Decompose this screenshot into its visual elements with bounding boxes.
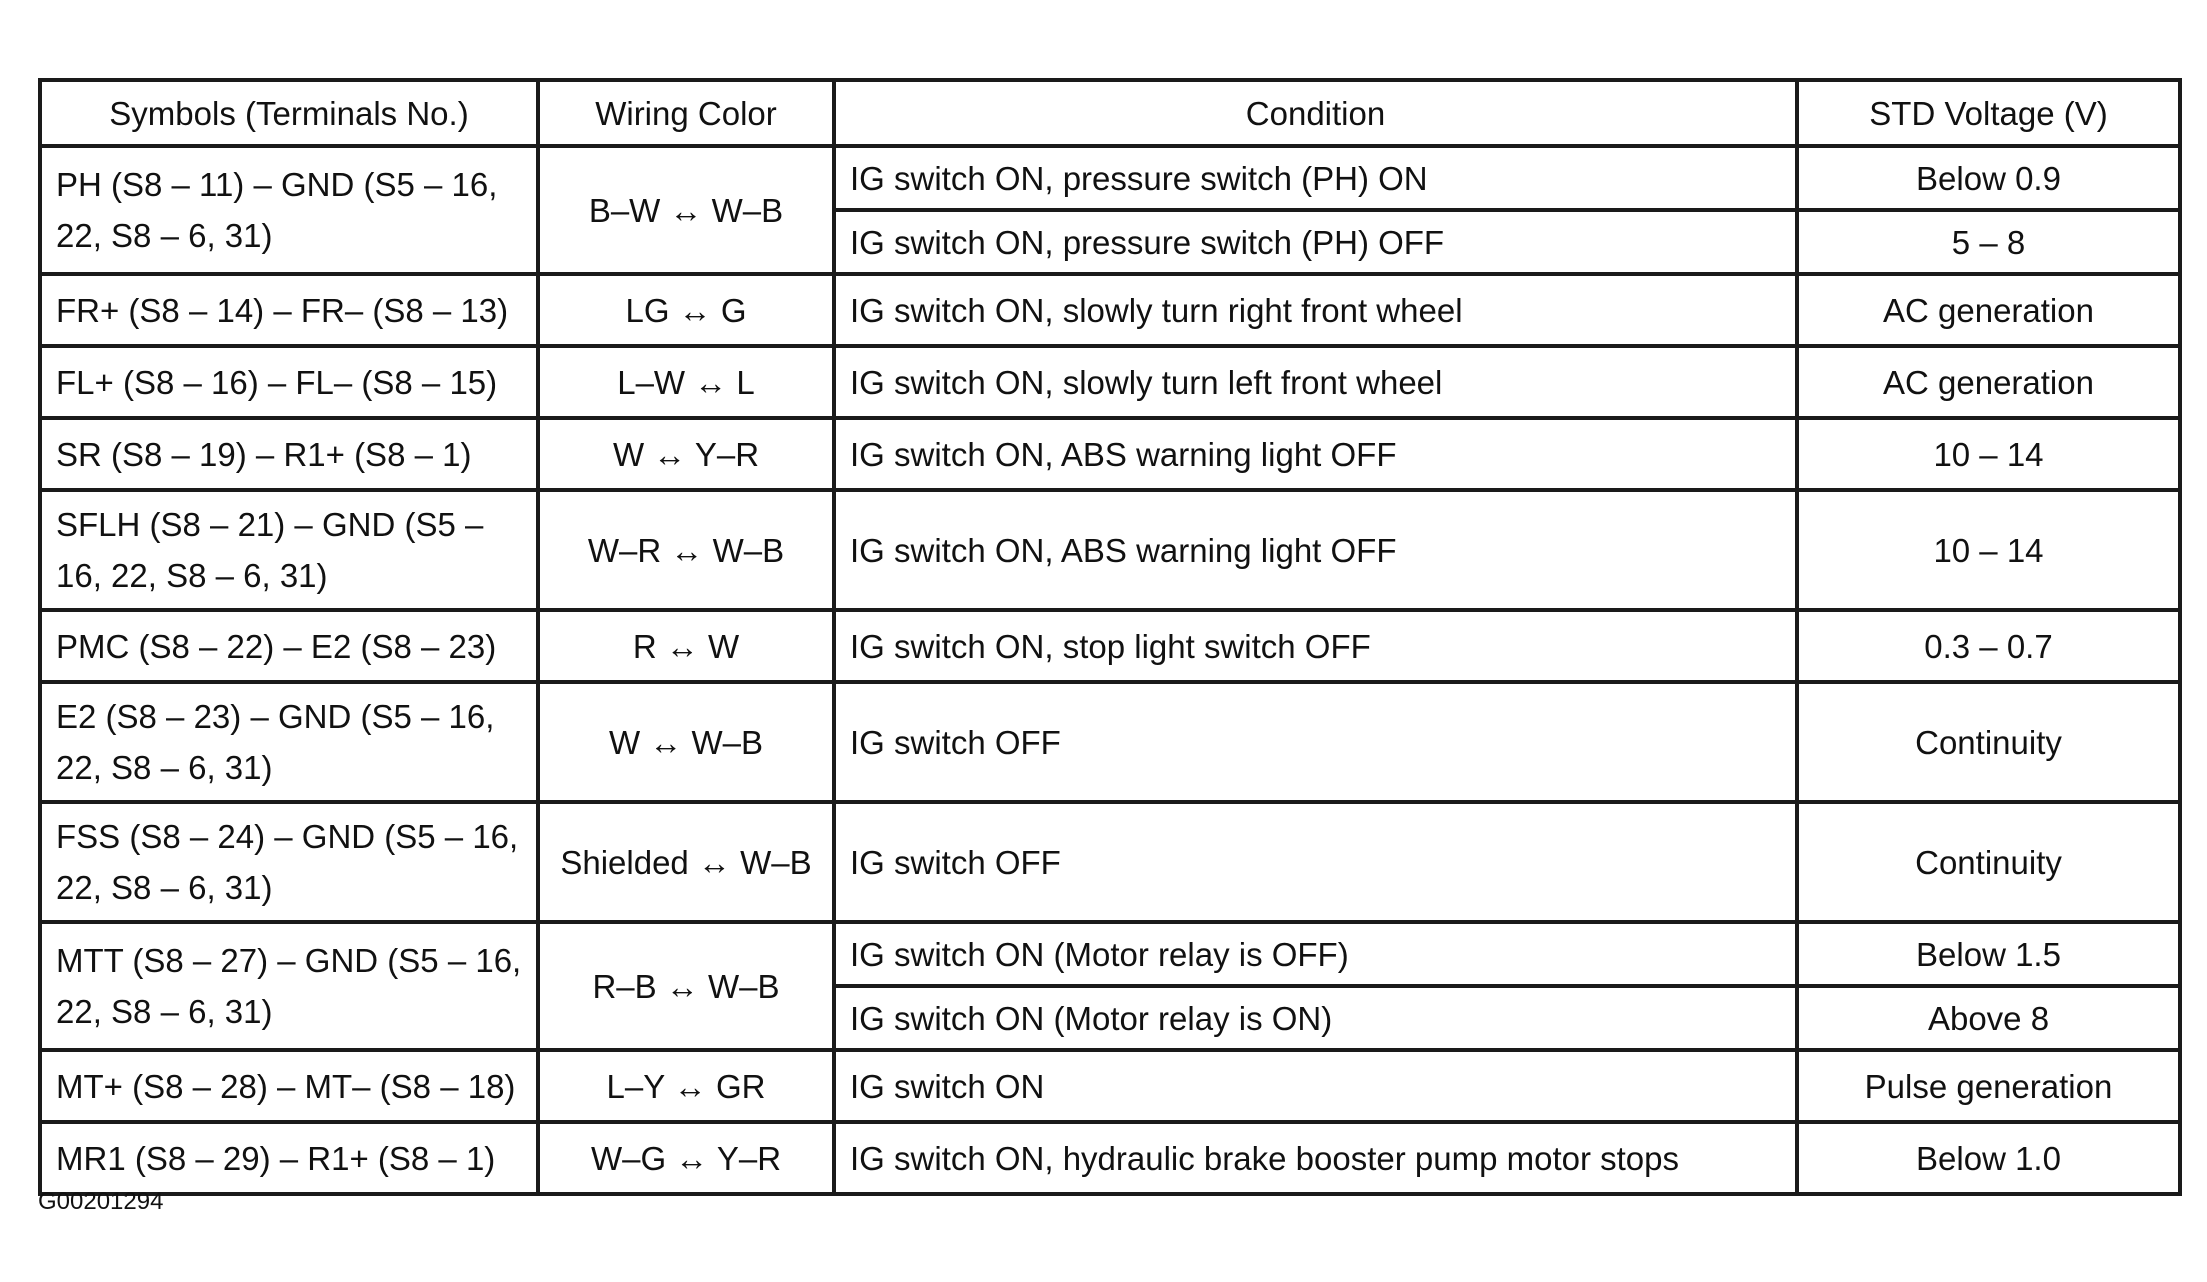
- symbol-cell: FSS (S8 – 24) – GND (S5 – 16, 22, S8 – 6, 31): [40, 802, 538, 922]
- symbol-cell: PH (S8 – 11) – GND (S5 – 16, 22, S8 – 6, 31): [40, 146, 538, 274]
- wiring-cell: W ↔ W–B: [538, 682, 834, 802]
- wiring-cell: W ↔ Y–R: [538, 418, 834, 490]
- symbol-cell: MR1 (S8 – 29) – R1+ (S8 – 1): [40, 1122, 538, 1194]
- symbol-cell: MT+ (S8 – 28) – MT– (S8 – 18): [40, 1050, 538, 1122]
- table-row: [40, 1050, 2180, 1122]
- condition-cell: IG switch ON (Motor relay is ON): [834, 986, 1797, 1050]
- wiring-cell: W–G ↔ Y–R: [538, 1122, 834, 1194]
- condition-cell: IG switch ON, pressure switch (PH) OFF: [834, 210, 1797, 274]
- symbol-cell: E2 (S8 – 23) – GND (S5 – 16, 22, S8 – 6, 31): [40, 682, 538, 802]
- header-symbols: Symbols (Terminals No.): [40, 80, 538, 146]
- table-row: [40, 490, 2180, 610]
- voltage-cell: Below 1.5: [1797, 922, 2180, 986]
- symbol-cell: FL+ (S8 – 16) – FL– (S8 – 15): [40, 346, 538, 418]
- table-row: [40, 1122, 2180, 1194]
- condition-cell: IG switch ON, pressure switch (PH) ON: [834, 146, 1797, 210]
- condition-cell: IG switch ON: [834, 1050, 1797, 1122]
- condition-cell: IG switch OFF: [834, 802, 1797, 922]
- table-row: [40, 922, 2180, 986]
- symbol-cell: MTT (S8 – 27) – GND (S5 – 16, 22, S8 – 6, 31): [40, 922, 538, 1050]
- wiring-cell: Shielded ↔ W–B: [538, 802, 834, 922]
- voltage-cell: Continuity: [1797, 802, 2180, 922]
- wiring-cell: W–R ↔ W–B: [538, 490, 834, 610]
- voltage-cell: AC generation: [1797, 346, 2180, 418]
- table-row: [40, 146, 2180, 210]
- wiring-cell: LG ↔ G: [538, 274, 834, 346]
- voltage-cell: Pulse generation: [1797, 1050, 2180, 1122]
- voltage-cell: 0.3 – 0.7: [1797, 610, 2180, 682]
- wiring-cell: R ↔ W: [538, 610, 834, 682]
- figure-code: G00201294: [38, 1188, 164, 1215]
- voltage-cell: Below 0.9: [1797, 146, 2180, 210]
- header-row: [40, 80, 2180, 146]
- condition-cell: IG switch ON, slowly turn left front wheel: [834, 346, 1797, 418]
- symbol-cell: SFLH (S8 – 21) – GND (S5 – 16, 22, S8 – 6, 31): [40, 490, 538, 610]
- table-row: [40, 682, 2180, 802]
- voltage-cell: Above 8: [1797, 986, 2180, 1050]
- table-body: [40, 146, 2180, 1194]
- wiring-cell: B–W ↔ W–B: [538, 146, 834, 274]
- condition-cell: IG switch ON, slowly turn right front wheel: [834, 274, 1797, 346]
- condition-cell: IG switch ON, ABS warning light OFF: [834, 418, 1797, 490]
- wiring-cell: R–B ↔ W–B: [538, 922, 834, 1050]
- voltage-cell: 10 – 14: [1797, 418, 2180, 490]
- voltage-cell: Continuity: [1797, 682, 2180, 802]
- symbol-cell: FR+ (S8 – 14) – FR– (S8 – 13): [40, 274, 538, 346]
- table-row: [40, 346, 2180, 418]
- condition-cell: IG switch ON, stop light switch OFF: [834, 610, 1797, 682]
- voltage-cell: Below 1.0: [1797, 1122, 2180, 1194]
- voltage-cell: 5 – 8: [1797, 210, 2180, 274]
- table-row: [40, 802, 2180, 922]
- header-std-voltage: STD Voltage (V): [1797, 80, 2180, 146]
- voltage-cell: 10 – 14: [1797, 490, 2180, 610]
- terminal-voltage-table: [38, 78, 2182, 1196]
- condition-cell: IG switch ON, ABS warning light OFF: [834, 490, 1797, 610]
- symbol-cell: SR (S8 – 19) – R1+ (S8 – 1): [40, 418, 538, 490]
- wiring-cell: L–W ↔ L: [538, 346, 834, 418]
- condition-cell: IG switch OFF: [834, 682, 1797, 802]
- table-row: [40, 610, 2180, 682]
- condition-cell: IG switch ON, hydraulic brake booster pump motor stops: [834, 1122, 1797, 1194]
- table-row: [40, 418, 2180, 490]
- table-row: [40, 274, 2180, 346]
- voltage-cell: AC generation: [1797, 274, 2180, 346]
- header-condition: Condition: [834, 80, 1797, 146]
- condition-cell: IG switch ON (Motor relay is OFF): [834, 922, 1797, 986]
- header-wiring-color: Wiring Color: [538, 80, 834, 146]
- symbol-cell: PMC (S8 – 22) – E2 (S8 – 23): [40, 610, 538, 682]
- wiring-cell: L–Y ↔ GR: [538, 1050, 834, 1122]
